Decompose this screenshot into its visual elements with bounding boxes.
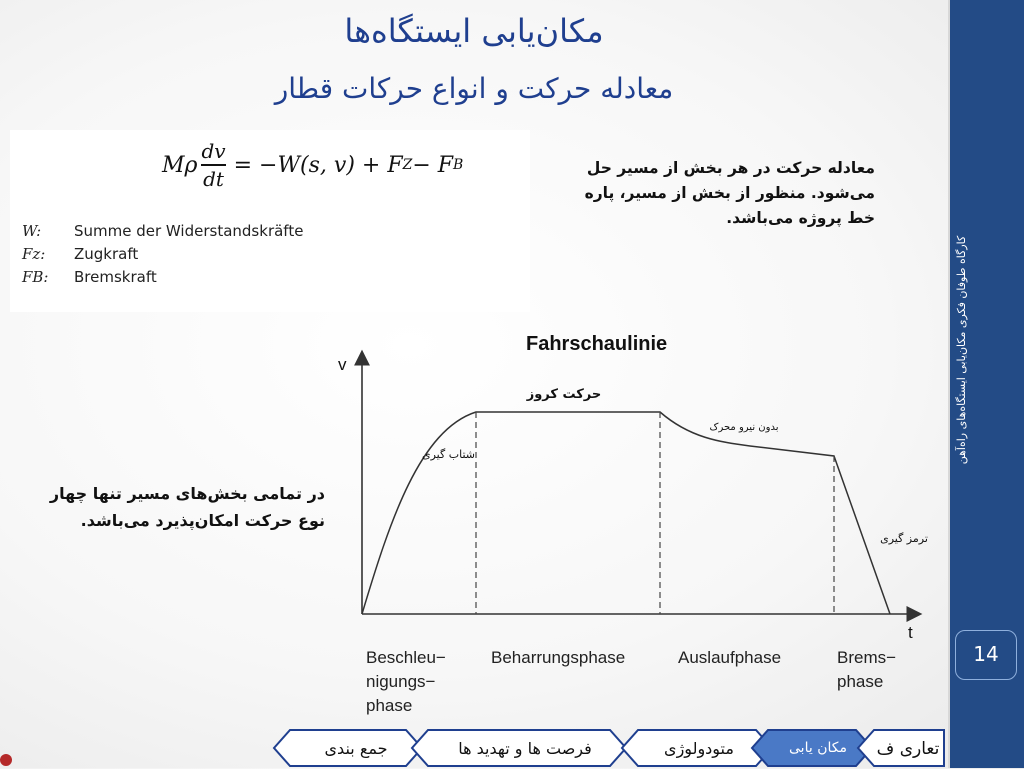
description-right: معادله حرکت در هر بخش از مسیر حل می‌شود. منظور از بخش از مسیر، پاره خط پروژه می‌باشد. [584, 159, 875, 227]
phase-cruise-de: Beharrungsphase [491, 648, 626, 667]
phase-coasting-de: Auslaufphase [678, 648, 782, 667]
label-coasting-fa: بدون نیرو محرک [709, 422, 779, 433]
sidebar-caption: کارگاه طوفان فکری مکان‌یابی ایستگاه‌های راه‌آهن [955, 235, 968, 465]
nav-summary[interactable]: جمع بندی [324, 738, 388, 758]
equation-of-motion [162, 140, 463, 190]
nav-swot[interactable]: فرصت ها و تهدید ها [458, 738, 592, 758]
driving-curve-diagram [330, 320, 940, 725]
formula-panel [10, 130, 530, 312]
b-subscript: B [453, 157, 464, 173]
nav-siting[interactable]: مکان یابی [789, 740, 847, 756]
numerator: dv [201, 139, 226, 164]
rhs-part: = −W(s, v) + F [233, 152, 403, 178]
fraction-bar [201, 164, 225, 166]
sidebar-edge [948, 0, 950, 768]
slide-title: مکان‌یابی ایستگاه‌ها [344, 12, 604, 50]
description-left: در تمامی بخش‌های مسیر تنها چهار نوع حرکت امکان‌پذیرد می‌باشد. [49, 484, 325, 530]
legend-row-fb [22, 268, 157, 286]
slide-subtitle: معادله حرکت و انواع حرکات قطار [274, 72, 674, 105]
diagram-title: Fahrschaulinie [526, 333, 668, 355]
logo-icon [0, 754, 12, 766]
phase-braking-de-1: Brems− [837, 648, 897, 667]
z-subscript: Z [402, 157, 413, 173]
page-number: 14 [955, 630, 1017, 680]
denominator: dt [203, 166, 224, 191]
nav-definitions[interactable]: تعاری ف [876, 739, 940, 759]
phase-braking-de-2: phase [837, 672, 884, 691]
legend-text: Summe der Widerstandskräfte [74, 222, 304, 240]
t-axis-label: t [908, 623, 913, 642]
label-braking-fa: ترمز گیری [880, 532, 928, 545]
speed-curve [362, 412, 890, 614]
legend-row-w [22, 222, 303, 240]
label-acceleration-fa: شتاب گیری [422, 448, 475, 461]
legend-text: Bremskraft [74, 268, 157, 286]
phase-acceleration-de-1: Beschleu− [366, 648, 446, 667]
legend-symbol: W: [22, 222, 42, 240]
nav-methodology[interactable]: متودولوژی [664, 738, 734, 758]
phase-acceleration-de-3: phase [366, 696, 413, 715]
v-axis-label: v [338, 355, 347, 374]
legend-row-fz [22, 245, 138, 263]
legend-symbol: Fz: [22, 245, 46, 263]
legend-symbol: FB: [22, 268, 49, 286]
phase-acceleration-de-2: nigungs− [366, 672, 436, 691]
minus-fb: − F [412, 152, 454, 178]
legend-text: Zugkraft [74, 245, 139, 263]
dv-dt-fraction [201, 139, 225, 191]
rho-symbol: ρ [184, 152, 198, 178]
mass-symbol: M [162, 152, 185, 178]
label-cruise-fa: حرکت کروز [526, 387, 602, 402]
